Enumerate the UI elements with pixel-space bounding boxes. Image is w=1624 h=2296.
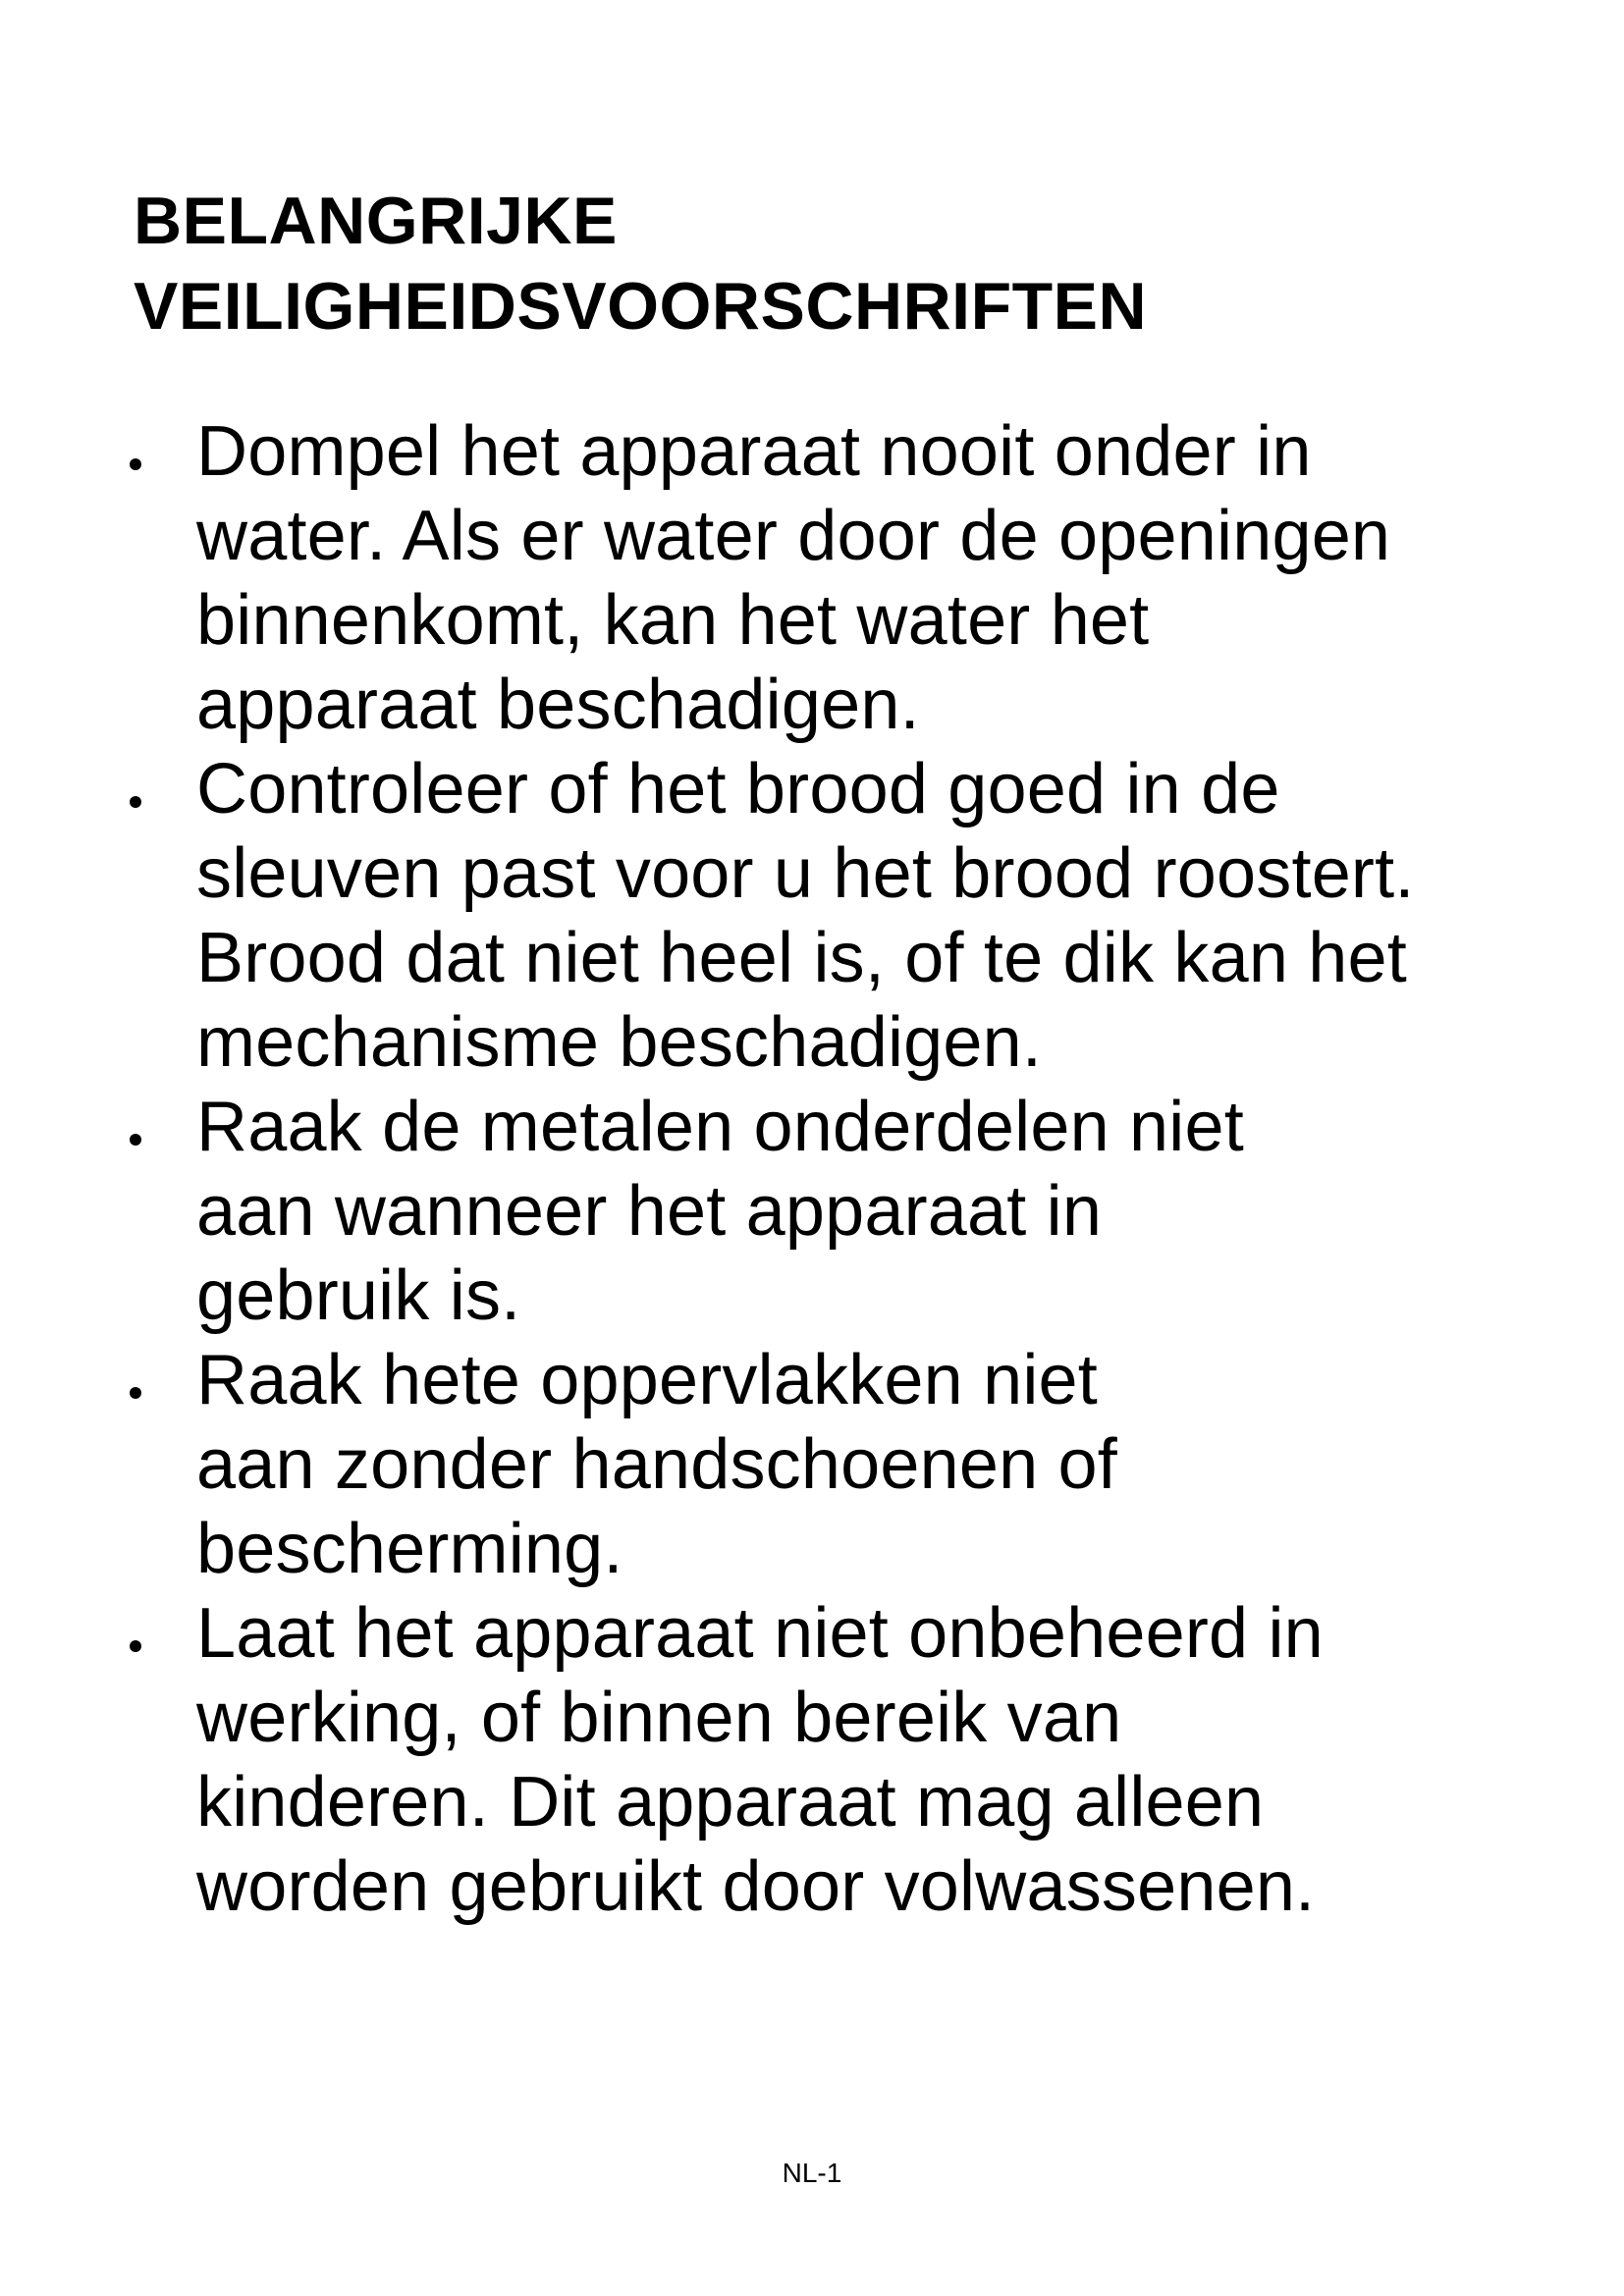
bullet-icon [128, 1591, 177, 1676]
page-number: NL-1 [782, 2158, 842, 2188]
text-line: worden gebruikt door volwassenen. [196, 1847, 1316, 1926]
bullet-icon [128, 1085, 177, 1169]
title-line-2: VEILIGHEIDSVOORSCHRIFTEN [134, 269, 1148, 344]
text-line: Dompel het apparaat nooit onder in [196, 412, 1312, 491]
page-title [134, 179, 1508, 349]
text-line: sleuven past voor u het brood roostert. [196, 834, 1415, 913]
bullet-icon [128, 1338, 177, 1422]
text-line: werking, of binnen bereik van [196, 1679, 1122, 1757]
list-item-text [196, 1085, 1522, 1338]
text-line: binnenkomt, kan het water het [196, 581, 1150, 660]
list-item [128, 747, 1522, 1085]
text-line: bescherming. [196, 1510, 623, 1588]
text-line: kinderen. Dit apparaat mag alleen [196, 1763, 1265, 1842]
title-line-1: BELANGRIJKE [134, 184, 618, 258]
text-line: Raak de metalen onderdelen niet [196, 1088, 1244, 1166]
text-line: Brood dat niet heel is, of te dik kan het [196, 919, 1407, 997]
bullet-icon [128, 409, 177, 494]
list-item [128, 409, 1522, 747]
safety-instructions-list [128, 409, 1522, 1929]
bullet-icon [128, 747, 177, 831]
text-line: Controleer of het brood goed in de [196, 750, 1280, 828]
list-item [128, 1338, 1522, 1591]
text-line: Laat het apparaat niet onbeheerd in [196, 1594, 1324, 1673]
text-line: aan wanneer het apparaat in [196, 1172, 1103, 1251]
list-item [128, 1085, 1522, 1338]
text-line: apparaat beschadigen. [196, 666, 920, 744]
list-item-text [196, 1591, 1522, 1929]
list-item [128, 1591, 1522, 1929]
list-item-text [196, 747, 1522, 1085]
text-line: water. Als er water door de openingen [196, 497, 1391, 575]
list-item-text [196, 1338, 1522, 1591]
text-line: mechanisme beschadigen. [196, 1003, 1043, 1082]
list-item-text [196, 409, 1522, 747]
text-line: Raak hete oppervlakken niet [196, 1341, 1098, 1419]
text-line: aan zonder handschoenen of [196, 1425, 1117, 1504]
text-line: gebruik is. [196, 1256, 521, 1335]
